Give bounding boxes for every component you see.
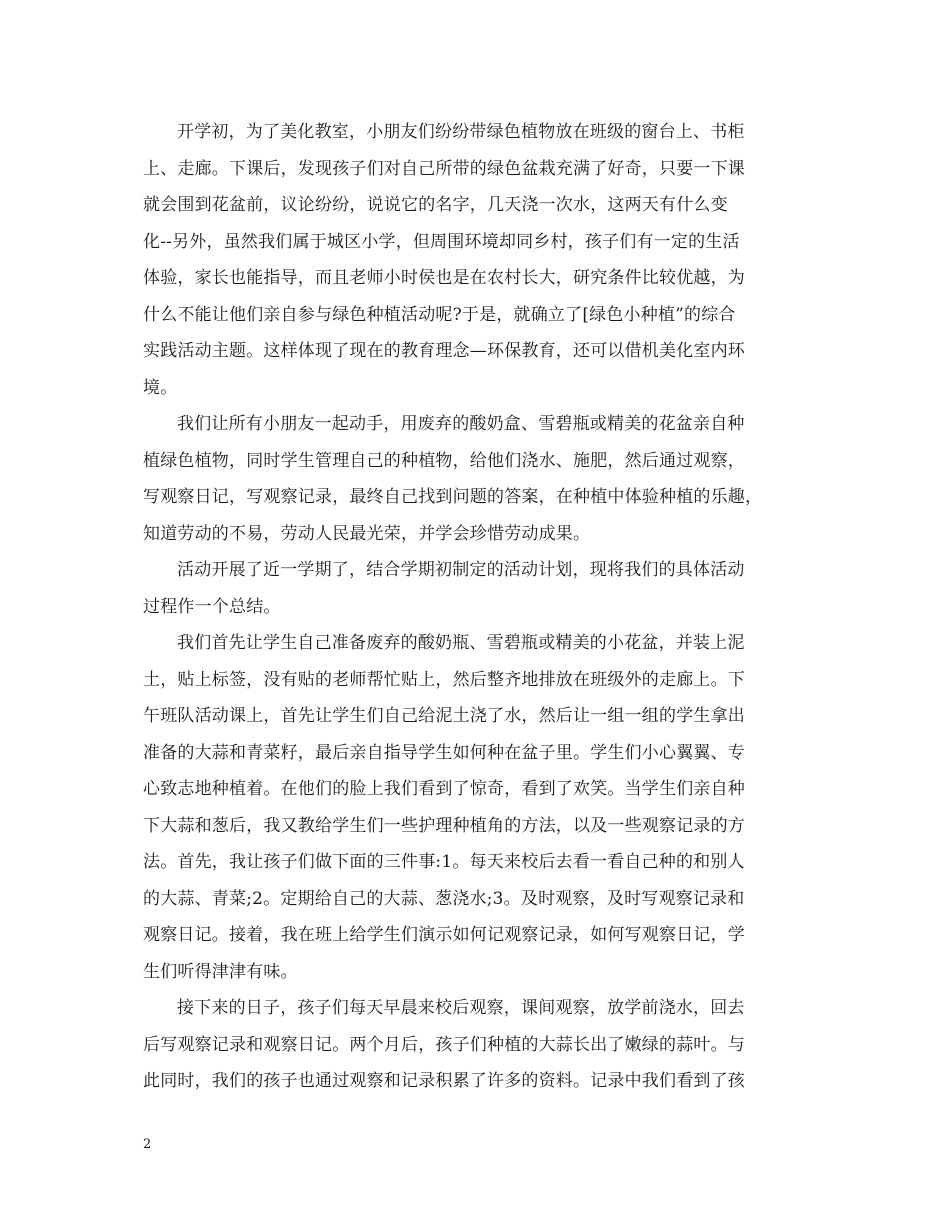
text-line: 植绿色植物，同时学生管理自己的种植物，给他们浇水、施肥，然后通过观察，: [143, 450, 745, 471]
text-line: 实践活动主题。这样体现了现在的教育理念—环保教育，还可以借机美化室内环: [143, 341, 745, 361]
text-line: 午班队活动课上，首先让学生们自己给泥土浇了水，然后让一组一组的学生拿出: [143, 706, 745, 726]
text-line: 境。: [143, 377, 178, 398]
text-line: 我们让所有小朋友一起动手，用废弃的酸奶盒、雪碧瓶或精美的花盆亲自种: [177, 414, 745, 434]
text-line: 知道劳动的不易，劳动人民最光荣，并学会珍惜劳动成果。: [143, 523, 591, 544]
text-line: 心致志地种植着。在他们的脸上我们看到了惊奇，看到了欢笑。当学生们亲自种: [143, 779, 745, 799]
text-line: 上、走廊。下课后，发现孩子们对自己所带的绿色盆栽充满了好奇，只要一下课: [143, 158, 745, 179]
text-line: 体验，家长也能指导，而且老师小时侯也是在农村长大，研究条件比较优越，为: [143, 268, 745, 288]
text-line: 后写观察记录和观察日记。两个月后，孩子们种植的大蒜长出了嫩绿的蒜叶。与: [143, 1034, 745, 1055]
text-line: 法。首先，我让孩子们做下面的三件事:1。每天来校后去看一看自己种的和别人: [143, 852, 745, 872]
text-line: 我们首先让学生自己准备废弃的酸奶瓶、雪碧瓶或精美的小花盆，并装上泥: [177, 633, 745, 653]
text-line: 化--另外，虽然我们属于城区小学，但周围环境却同乡村，孩子们有一定的生活: [143, 231, 740, 252]
text-line: 开学初，为了美化教室，小朋友们纷纷带绿色植物放在班级的窗台上、书柜: [177, 122, 745, 142]
text-line: 土，贴上标签，没有贴的老师帮忙贴上，然后整齐地排放在班级外的走廊上。下: [143, 669, 745, 690]
text-line: 的大蒜、青菜;2。定期给自己的大蒜、葱浇水;3。及时观察，及时写观察记录和: [143, 888, 745, 909]
text-line: 此同时，我们的孩子也通过观察和记录积累了许多的资料。记录中我们看到了孩: [143, 1071, 745, 1091]
text-line: 写观察日记，写观察记录，最终自己找到问题的答案，在种植中体验种植的乐趣，: [143, 487, 763, 507]
text-line: 观察日记。接着，我在班上给学生们演示如何记观察记录，如何写观察日记，学: [143, 925, 745, 945]
document-body: [143, 114, 813, 1100]
text-line: 过程作一个总结。: [143, 596, 281, 617]
text-line: 活动开展了近一学期了，结合学期初制定的活动计划，现将我们的具体活动: [177, 560, 745, 580]
page-number: 2: [143, 1137, 152, 1152]
text-line: 就会围到花盆前，议论纷纷，说说它的名字，几天浇一次水，这两天有什么变: [143, 195, 728, 215]
text-line: 接下来的日子，孩子们每天早晨来校后观察，课间观察，放学前浇水，回去: [177, 998, 745, 1018]
text-line: 准备的大蒜和青菜籽，最后亲自指导学生如何种在盆子里。学生们小心翼翼、专: [143, 742, 745, 763]
text-line: 下大蒜和葱后，我又教给学生们一些护理种植角的方法，以及一些观察记录的方: [143, 815, 745, 836]
text-line: 什么不能让他们亲自参与绿色种植活动呢?于是，就确立了[绿色小种植”的综合: [143, 304, 736, 325]
text-line: 生们听得津津有味。: [143, 961, 298, 982]
